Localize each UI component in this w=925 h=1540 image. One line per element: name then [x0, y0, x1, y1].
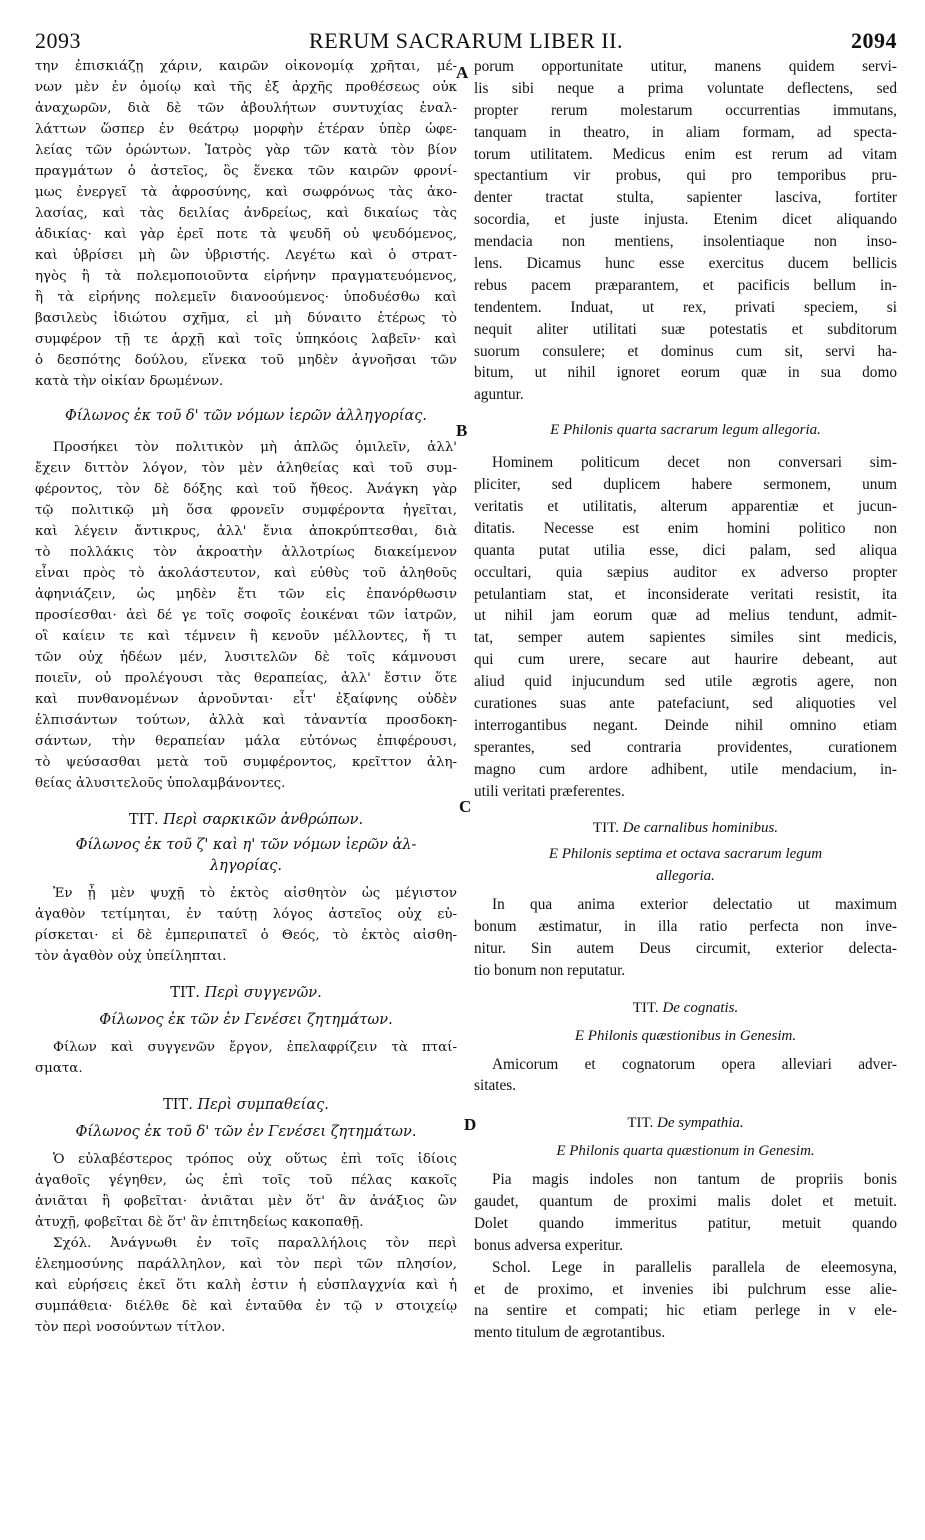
latin-paragraph-3: [474, 894, 897, 982]
text-line: Σχόλ. Ἀνάγνωθι ἐν τοῖς παραλλήλοις τὸν περὶ: [53, 1236, 457, 1251]
text-line: tendentem. Induat, ut rex, privati speciem, si: [474, 298, 897, 316]
greek-heading-2-line-2: ληγορίας.: [209, 858, 282, 874]
text-line: ἀτυχῇ, φοβεῖται δὲ ὅτ' ἂν ἐπιτηδείως κακοπαθῇ.: [35, 1215, 364, 1230]
text-line: λείας τῶν ὁρώντων. Ἰατρὸς γὰρ τῶν κατὰ τὸν βίον: [35, 143, 457, 158]
text-line: lis sibi neque a prima voluntate deflectens, sed: [474, 79, 897, 97]
text-line: lens. Dicamus hunc esse exercitus ducem bellicis: [474, 255, 897, 273]
text-line: ἀδικίας· καὶ γὰρ ἐρεῖ ποτε τὰ ψευδῆ οὐ ψευδόμενος,: [35, 227, 457, 242]
text-line: Ἐν ᾗ μὲν ψυχῇ τὸ ἐκτὸς αἰσθητὸν ὡς μέγιστον: [53, 886, 457, 901]
greek-title-3-word: ΤΙΤ.: [163, 1097, 193, 1113]
latin-heading-1: E Philonis quarta sacrarum legum allegoria.: [550, 422, 821, 439]
latin-title-1-text: De carnalibus hominibus.: [622, 820, 779, 837]
text-line: ἐλεημοσύνης παράλληλον, καὶ τὸν περὶ τῶν πλησίον,: [35, 1257, 457, 1272]
text-line: συμπάθεια· διέλθε δὲ καὶ ἐνταῦθα ἐν τῷ ν στοιχείῳ: [35, 1299, 457, 1314]
text-line: ἀγαθοῖς γέγηθεν, ὡς ἐπὶ τοῖς τοῦ πέλας κακοῖς: [35, 1173, 457, 1188]
greek-title-3-text: Περὶ συμπαθείας.: [197, 1097, 329, 1113]
text-line: ἔχειν διττὸν λόγον, τὸν μὲν ἀληθείας καὶ τοῦ συμ-: [35, 461, 457, 476]
latin-title-2: [474, 998, 897, 1020]
text-line: τῶν οὐχ ἡδέων μέν, λυσιτελῶν δὲ τοῖς κάμνουσι: [35, 650, 457, 665]
text-line: μως ἐνεργεῖ τὰ ἀφροσύνης, καὶ σωφρόνως τὰς ἀκο-: [35, 185, 457, 200]
margin-marker-d: D: [464, 1115, 477, 1134]
text-line: porum opportunitate utitur, manens quidem servi-: [474, 58, 897, 75]
latin-title-3-word: TIT.: [627, 1115, 654, 1132]
latin-heading-2: [474, 844, 897, 888]
margin-marker-b: B: [456, 421, 468, 440]
text-line: ἀνιᾶται ἢ φοβεῖται· ἀνιᾶται μὲν ὅτ' ἂν ἀνάξιος ὢν: [35, 1194, 457, 1209]
text-line: utili veritati præferentes.: [474, 782, 625, 800]
text-line: τῷ πολιτικῷ μὴ ὅσα φρονεῖν συμφέροντα ἡγεῖται,: [35, 503, 457, 518]
text-line: ἢ τὰ εἰρήνης πολεμεῖν διανοούμενος· ὑποδυέσθω καὶ: [35, 290, 457, 305]
latin-column: [474, 56, 897, 1344]
greek-scholion: [35, 1233, 457, 1338]
text-line: εἶναι πρὸς τὸ ἀκολάστευτον, καὶ εὐθὺς τοῦ ἀληθοῦς: [35, 566, 457, 581]
page-number-right: 2094: [851, 28, 897, 53]
greek-paragraph-1: [35, 56, 457, 392]
text-line: Ὁ εὐλαβέστερος τρόπος οὐχ οὕτως ἐπὶ τοῖς ἰδίοις: [53, 1152, 457, 1167]
text-line: nequit aliter utilitati suæ potestatis et subditorum: [474, 320, 897, 338]
greek-heading-2-line-1: Φίλωνος ἐκ τοῦ ζ' καὶ η' τῶν νόμων ἱερῶν ἀλ-: [75, 837, 417, 853]
greek-title-3: [35, 1095, 457, 1116]
text-line: καὶ λέγειν ἄντικρυς, ἀλλ' ἔνια ἀποκρύπτεσθαι, διὰ: [35, 524, 457, 539]
text-line: tat, semper autem sapientes similes sint medicis,: [474, 629, 897, 647]
text-line: σματα.: [35, 1061, 83, 1076]
text-line: ἀναχωρῶν, διὰ δὲ τῶν ἀβουλήτων συντυχίας ἐναλ-: [35, 101, 457, 116]
text-line: καὶ ὑβρίσει μὴ ὢν ὑβριστής. Λεγέτω καὶ ὁ στρατ-: [35, 248, 457, 263]
latin-title-1: [474, 818, 897, 840]
text-line: sperantes, sed contraria providentes, curationem: [474, 738, 897, 756]
text-line: spectantium vir probus, qui pro temporibus pru-: [474, 167, 897, 185]
text-line: bonum æstimatur, in illa ratio perfecta non inve-: [474, 918, 897, 936]
text-line: petulantiam stat, et inconsiderate veritati resistit, ita: [474, 585, 897, 603]
greek-title-1-text: Περὶ σαρκικῶν ἀνθρώπων.: [163, 812, 364, 828]
margin-marker-a: A: [456, 63, 469, 82]
text-line: θείας ἀλυσιτελοῦς ὑπολαμβάνοντες.: [35, 776, 286, 791]
latin-heading-2-line-1: E Philonis septima et octava sacrarum legum: [548, 846, 823, 863]
text-line: et de proximo, et invenies ibi pulchrum esse alie-: [474, 1280, 897, 1298]
text-line: magno cum ardore adhibent, utile mendacium, in-: [474, 760, 897, 778]
text-line: gaudet, quantum de proximi malis dolet et metuit.: [474, 1192, 897, 1210]
text-line: καὶ εὑρήσεις ἐκεῖ ὅτι καλὴ ἐστιν ἡ εὐσπλαγχνία καὶ ἡ: [35, 1278, 457, 1293]
latin-scholion: [474, 1257, 897, 1345]
text-line: mendacia non mentiens, insolentiaque non inso-: [474, 233, 897, 251]
text-line: sitates.: [474, 1077, 517, 1095]
text-line: τὸν περὶ νοσούντων τίτλον.: [35, 1320, 226, 1335]
text-line: nitur. Sin autem Deus circumit, exterior delecta-: [474, 939, 897, 957]
greek-heading-1: Φίλωνος ἐκ τοῦ δ' τῶν νόμων ἱερῶν ἀλληγορίας.: [65, 408, 427, 424]
text-line: tio bonum non reputatur.: [474, 961, 626, 979]
text-line: rebus pacem præparantem, et pacificis bellum in-: [474, 276, 897, 294]
text-line: denter tractat stulta, sapienter lasciva, fortiter: [474, 189, 897, 207]
latin-paragraph-2: [474, 452, 897, 802]
text-line: propter rerum molestarum occurrentias immutans,: [474, 101, 897, 119]
text-line: τὸ πολλάκις τὸν ἀκροατὴν ἀλλοτρίως διακείμενον: [35, 545, 457, 560]
text-line: ἀγαθὸν τετίμηται, ἐν ταύτῃ λόγος ἀστεῖος οὐχ εὑ-: [35, 907, 457, 922]
text-line: ἀφηνιάζειν, ὡς μηδὲν ἔτι τῶν εἰς ἐπανόρθωσιν: [35, 587, 457, 602]
greek-heading-4: Φίλωνος ἐκ τοῦ δ' τῶν ἐν Γενέσει ζητημάτων.: [75, 1124, 417, 1140]
latin-title-3-text: De sympathia.: [657, 1115, 744, 1132]
greek-title-1-word: ΤΙΤ.: [128, 812, 159, 828]
text-line: λάττων ὥσπερ ἐν θεάτρῳ μορφὴν ἑτέραν ὑπὲρ ὠφε-: [35, 122, 457, 137]
text-line: τὸν ἀγαθὸν οὐχ ὑπείληπται.: [35, 949, 227, 964]
text-line: suorum consulere; et dominus cum sit, servi ha-: [474, 342, 897, 360]
text-line: λασίας, καὶ τὰς δειλίας ἀνδρείως, καὶ δικαίως τὰς: [35, 206, 457, 221]
greek-paragraph-4: [35, 1037, 457, 1079]
text-line: interrogantibus negant. Deinde nihil omnino etiam: [474, 716, 897, 734]
text-line: ἐλπισάντων τούτων, ἀλλὰ καὶ τἀναντία προσδοκη-: [35, 713, 457, 728]
text-line: Pia magis indoles non tantum de propriis bonis: [492, 1171, 897, 1189]
text-line: Amicorum et cognatorum opera alleviari adver-: [492, 1055, 897, 1073]
text-line: ditatis. Necesse est enim homini politico non: [474, 519, 897, 537]
text-line: na sentire et compati; hic etiam perlege in v ele-: [474, 1302, 897, 1320]
text-line: quanta putat utilia esse, dici palam, sed aliqua: [474, 541, 897, 559]
text-line: σάντων, τὴν θεραπείαν μάλα εὐτόνως ἐπιφέρουσι,: [35, 734, 457, 749]
page-title: RERUM SACRARUM LIBER II.: [309, 28, 623, 53]
latin-title-2-word: TIT.: [632, 999, 659, 1016]
text-line: Hominem politicum decet non conversari sim-: [492, 454, 897, 472]
text-line: Προσήκει τὸν πολιτικὸν μὴ ἁπλῶς ὁμιλεῖν, ἀλλ': [53, 440, 457, 455]
text-line: tanquam in theatro, in aliam formam, ad specta-: [474, 123, 897, 141]
text-line: mento titulum de ægrotantibus.: [474, 1324, 666, 1342]
text-line: συμφέρον τῇ τε ἀρχῇ καὶ τοῖς ὑπηκόοις λαβεῖν· καὶ: [35, 332, 457, 347]
running-head: [35, 28, 897, 54]
text-line: pliciter, sed duplicem habere sermonem, unum: [474, 476, 897, 494]
greek-title-2-text: Περὶ συγγενῶν.: [204, 985, 322, 1001]
margin-marker-c: C: [459, 797, 472, 816]
page-number-left: 2093: [35, 28, 81, 53]
text-line: aliud quid injucundum sed utile ægrotis agere, non: [474, 673, 897, 691]
greek-title-1: [35, 810, 457, 831]
greek-title-2-word: ΤΙΤ.: [170, 985, 200, 1001]
text-line: ρίσκεται· εἰ δὲ ἐμπεριπατεῖ ὁ Θεός, τὸ ἐκτὸς αἰσθη-: [35, 928, 457, 943]
text-line: καὶ πυνθανομένων ἀρνοῦνται· εἶτ' ἐξαίφνης οὐδὲν: [35, 692, 457, 707]
text-line: ut nihil jam eorum quæ ad melius tendunt, admit-: [474, 607, 897, 625]
text-line: ποιεῖν, οὐ προλέγουσι τὰς θεραπείας, ἀλλ' ἔστιν ὅτε: [35, 671, 457, 686]
greek-heading-3: Φίλωνος ἐκ τῶν ἐν Γενέσει ζητημάτων.: [99, 1012, 393, 1028]
text-line: Φίλων καὶ συγγενῶν ἔργον, ἐπελαφρίζειν τὰ πταί-: [53, 1040, 457, 1055]
greek-paragraph-2: [35, 437, 457, 794]
latin-heading-3: E Philonis quæstionibus in Genesim.: [574, 1027, 797, 1044]
text-line: Dolet quando immeritus patitur, metuit quando: [474, 1214, 897, 1232]
greek-heading-2: [35, 835, 457, 877]
text-line: προσίεσθαι· ἀεὶ δέ γε τοῖς σοφοῖς ἐοικέναι τῶν ἰατρῶν,: [35, 608, 457, 623]
latin-title-1-word: TIT.: [592, 820, 619, 837]
latin-paragraph-4: [474, 1054, 897, 1098]
text-line: τὸ ψεύσασθαι μετὰ τοῦ συμφέροντος, κρεῖττον ἀλη-: [35, 755, 457, 770]
latin-paragraph-1: [474, 56, 897, 406]
text-line: βασιλεὺς ἰδιώτου σχῆμα, εἰ μὴ δύναιτο ἑτέρως τὸ: [35, 311, 457, 326]
latin-title-2-text: De cognatis.: [662, 999, 739, 1016]
greek-paragraph-5: [35, 1149, 457, 1233]
greek-paragraph-3: [35, 883, 457, 967]
text-line: torum utilitatem. Medicus enim est rerum ad vitam: [474, 145, 897, 163]
greek-column: [35, 56, 457, 1338]
latin-paragraph-5: [474, 1169, 897, 1257]
text-line: κατὰ τὴν οἰκίαν δρωμένων.: [35, 374, 224, 389]
latin-heading-4: E Philonis quarta quæstionum in Genesim.: [556, 1143, 815, 1160]
text-line: socordia, et juste injusta. Etenim dicet aliquando: [474, 211, 897, 229]
text-line: ὁ δεσπότης δούλου, εἵνεκα τοῦ μηδὲν ἀγνοῆσαι τῶν: [35, 353, 457, 368]
text-line: πραγμάτων ὁ ἀστεῖος, ὃς ἕνεκα τῶν καιρῶν φρονί-: [35, 164, 457, 179]
text-line: οἳ καίειν τε καὶ τέμνειν ἢ κενοῦν μέλλοντες, ἤ τι: [35, 629, 457, 644]
text-line: νων μὲν ἐν ὁμοίῳ καὶ τῆς ἐξ ἀρχῆς προθέσεως οὐκ: [35, 80, 457, 95]
text-line: curationes suas ante patefaciunt, sed aliquoties vel: [474, 694, 897, 712]
text-line: την ἐπισκιάζῃ χάριν, καιρῶν οἰκονομίᾳ χρῆται, μέ-: [35, 59, 457, 74]
latin-heading-2-line-2: allegoria.: [656, 868, 715, 885]
text-line: ηγὸς ἢ τὰ πολεμοποιοῦντα εἰρήνην πραγματευόμενος,: [35, 269, 457, 284]
text-line: occultari, quia sæpius auditor ex adverso propter: [474, 563, 897, 581]
text-line: qui cum urere, secare aut haurire debeant, aut: [474, 651, 897, 669]
text-line: In qua anima exterior delectatio ut maximum: [492, 896, 897, 914]
text-line: φέροντος, τὸν δὲ δόξης καὶ τοῦ ἤθεος. Ἀνάγκη γὰρ: [35, 482, 457, 497]
text-line: bonus adversa experitur.: [474, 1236, 624, 1254]
text-line: aguntur.: [474, 386, 524, 404]
latin-title-3: [474, 1113, 897, 1135]
text-line: bitum, ut nihil ignoret eorum quæ in sua domo: [474, 364, 897, 382]
greek-title-2: [35, 983, 457, 1004]
text-line: veritatis et utilitatis, alterum apparentiæ et jucun-: [474, 497, 897, 515]
text-line: Schol. Lege in parallelis parallela de eleemosyna,: [492, 1258, 897, 1276]
